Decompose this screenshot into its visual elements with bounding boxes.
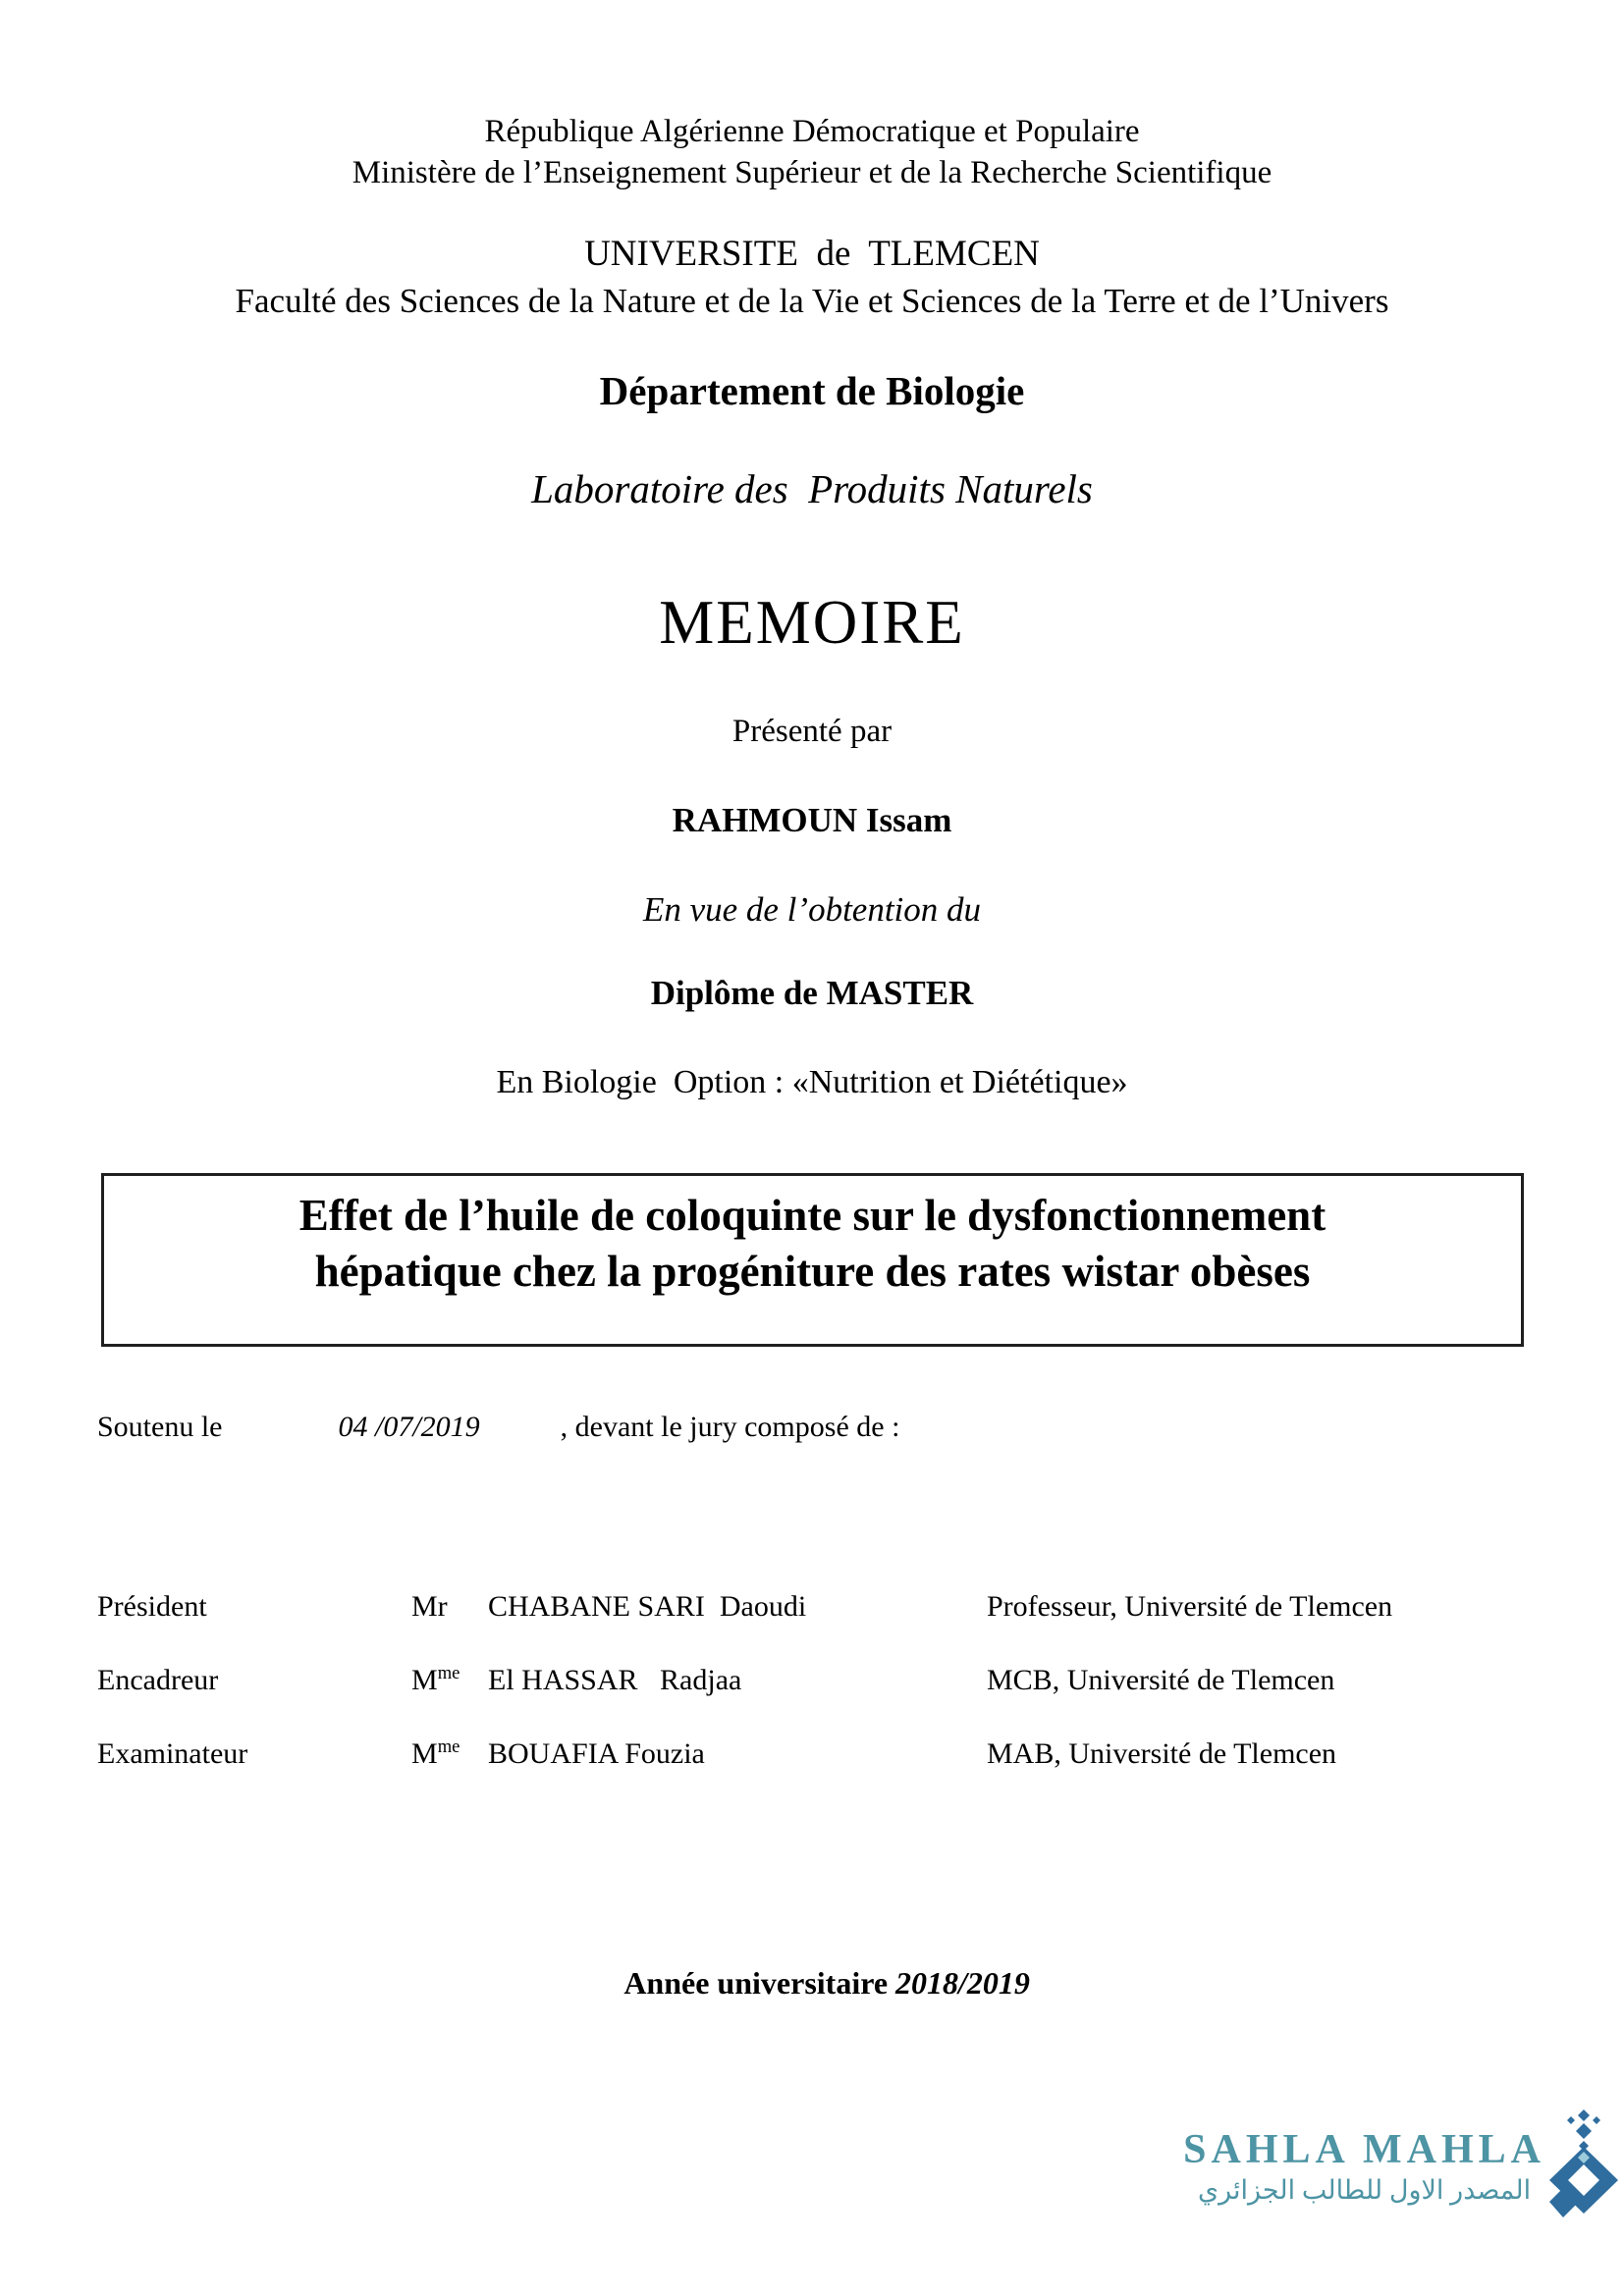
header-republic-line: République Algérienne Démocratique et Populaire: [484, 114, 1140, 149]
jury-member-name: El HASSAR Radjaa: [488, 1664, 742, 1696]
presented-by-label: Présenté par: [731, 714, 893, 749]
thesis-title-box: [101, 1173, 1524, 1347]
jury-civility: $M^{me}$: [411, 1663, 460, 1696]
jury-role: Président: [97, 1590, 207, 1623]
jury-member-name: BOUAFIA Fouzia: [488, 1737, 705, 1770]
jury-row: [97, 1662, 1526, 1698]
logo-tagline-arabic: المصدر الاول للطالب الجزائري: [1197, 2175, 1532, 2205]
thesis-title-line1: Effet de l’huile de coloquinte sur le dysfonctionnement: [298, 1191, 1326, 1240]
degree-name: Diplôme de MASTER: [650, 974, 974, 1012]
header-ministry-line: Ministère de l’Enseignement Supérieur et de la Recherche Scientifique: [352, 155, 1272, 190]
academic-year-label: Année universitaire: [623, 1965, 896, 2001]
logo-wordmark: SAHLA MAHLA: [1183, 2127, 1545, 2172]
author-name: RAHMOUN Issam: [672, 801, 952, 839]
sahla-mahla-logo-icon: [1547, 2108, 1620, 2225]
defense-prefix: Soutenu le: [97, 1411, 223, 1443]
thesis-title-line2: hépatique chez la progéniture des rates wistar obèses: [314, 1247, 1311, 1296]
jury-row: [97, 1735, 1526, 1772]
jury-role: Encadreur: [97, 1664, 219, 1696]
defense-date: 04 /07/2019: [338, 1411, 480, 1443]
jury-row: [97, 1588, 1526, 1625]
sahla-mahla-logo: [1183, 2108, 1620, 2225]
jury-role: Examinateur: [97, 1737, 248, 1770]
academic-year-value: 2018/2019: [895, 1965, 1030, 2001]
faculty-name: Faculté des Sciences de la Nature et de la Vie et Sciences de la Terre et de l’Univers: [235, 282, 1389, 320]
jury-member-name: CHABANE SARI Daoudi: [488, 1590, 807, 1623]
jury-civility: $M^{me}$: [411, 1736, 460, 1770]
jury-affiliation: MCB, Université de Tlemcen: [987, 1664, 1335, 1696]
jury-affiliation: Professeur, Université de Tlemcen: [987, 1590, 1393, 1623]
university-name: UNIVERSITE de TLEMCEN: [584, 234, 1040, 274]
jury-civility: Mr: [411, 1590, 448, 1623]
jury-table: [97, 1588, 1526, 1809]
defense-suffix: , devant le jury composé de :: [560, 1411, 900, 1443]
department-name: Département de Biologie: [599, 368, 1025, 413]
jury-affiliation: MAB, Université de Tlemcen: [987, 1737, 1337, 1770]
specialty-option-line: En Biologie Option : «Nutrition et Diététique»: [496, 1064, 1128, 1100]
laboratory-name: Laboratoire des Produits Naturels: [531, 466, 1093, 511]
academic-year-line: [0, 1929, 1624, 2038]
purpose-line: En vue de l’obtention du: [642, 890, 982, 929]
document-type-title: MEMOIRE: [659, 588, 965, 657]
defense-date-line: [97, 1411, 899, 1444]
